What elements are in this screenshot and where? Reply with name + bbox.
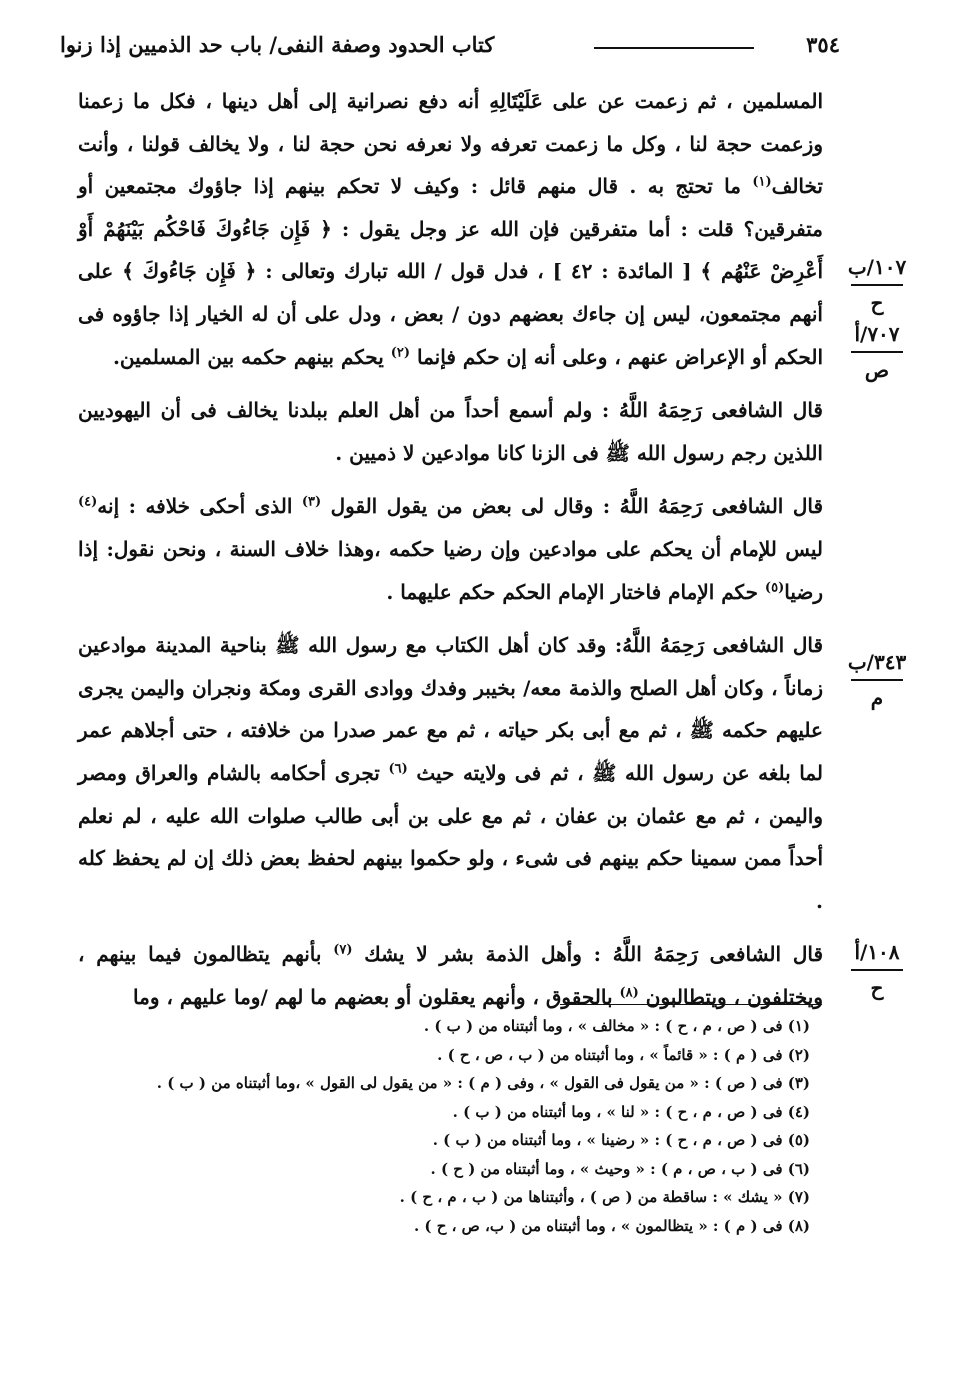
footnotes	[150, 1012, 810, 1240]
paragraph-text: ما تحتج به . قال منهم قائل : وكيف لا تحكم بينهم إذا جاؤوك مجتمعين أو متفرقين؟ قلت : أما متفرقين فإن الله عز وجل يقول :	[78, 174, 823, 241]
footnote: (٢) فى ( م ) : « قائماً » ، وما أثبتناه من ( ب ، ص ، ح ) .	[437, 1045, 810, 1064]
honorific: رَحِمَهُ اللَّهُ	[618, 398, 702, 423]
footnote-marker: (٨)	[619, 985, 639, 1001]
paragraph-5	[78, 933, 823, 1018]
paragraph-2	[78, 389, 823, 474]
folio-rule	[851, 969, 903, 971]
folio-ref: ١٠٨/أ	[854, 940, 900, 964]
manuscript-siglum: م	[870, 686, 884, 710]
paragraph-text: حكم الإمام فاختار الإمام الحكم حكم عليهما .	[386, 579, 765, 604]
paragraph-text: [ المائدة : ٤٢ ] ، فدل قول / الله تبارك وتعالى :	[256, 259, 701, 284]
footnote-marker: (٣)	[301, 494, 322, 510]
margin-folio-note	[842, 650, 912, 710]
manuscript-siglum: ح	[870, 291, 884, 315]
folio-ref: ٣٤٣/ب	[847, 650, 907, 674]
speaker-label: قال الشافعى	[712, 633, 823, 658]
quran-quote: ﴿ فَإِن جَاءُوكَ ﴾	[122, 259, 257, 284]
page-number: ٣٥٤	[806, 32, 840, 57]
footnote-separator	[560, 1004, 822, 1005]
folio-ref: ٧٠٧/أ	[854, 322, 900, 346]
paragraph-text: : وأهل الذمة بشر لا يشك	[352, 942, 613, 967]
paragraph-text: ليس للإمام أن يحكم على موادعين وإن رضيا حكمه ،وهذا خلاف السنة ، ونحن نقول: إذا رضيا	[78, 536, 823, 604]
paragraph-text: : ولم أسمع أحداً من أهل العلم ببلدنا يخالف فى أن اليهوديين اللذين رجم رسول الله ﷺ فى الزنا كانا موادعين لا ذميين .	[78, 398, 823, 465]
paragraph-text: على أنهم مجتمعون، ليس إن جاءك بعضهم دون / بعض ، ودل على أن له الخيار إذا جاؤوه فى الحكم أو الإعراض عنهم ، وعلى أنه إن حكم فإنما	[78, 259, 823, 369]
folio-ref: ١٠٧/ب	[847, 255, 907, 279]
footnote-marker: (٦)	[388, 761, 408, 777]
paragraph-text: : وقد كان أهل الكتاب مع رسول الله ﷺ بناحية المدينة موادعين زماناً ، وكان أهل الصلح والذمة معه/ بخيبر وفدك ووادى القرى ومكة ونجران واليمن يجرى عليهم حكمه ﷺ ، ثم مع أبى بكر حياته ، ثم مع عمر صدرا من خلافته ، حتى أجلاهم عمر لما بلغه عن رسول الله ﷺ ، ثم فى ولايته حيث	[78, 633, 823, 785]
speaker-label: قال الشافعى	[711, 398, 823, 423]
footnote-marker: (٧)	[333, 942, 353, 958]
paragraph-1	[78, 80, 823, 378]
honorific: رَحِمَهُ اللَّهُ	[619, 494, 703, 519]
paragraph-text: الذى أحكى خلافه : إنه	[97, 494, 302, 519]
paragraph-text: المسلمين ، ثم زعمت عن على عَلَيْتَالِهِ أنه دفع نصرانية إلى أهل دينها ، فكل ما زعمنا وزعمت حجة لنا ، وكل ما زعمت تعرفه ولا نعرفه نحن حجة لنا ، ولا يخالف قولنا ، وأنت تخالف	[78, 89, 823, 199]
honorific: رَحِمَهُ اللَّهُ	[622, 633, 705, 658]
footnote-marker: (٥)	[764, 579, 785, 595]
folio-rule	[851, 284, 903, 286]
honorific: رَحِمَهُ اللَّهُ	[612, 942, 698, 967]
footnote: (٧) « يشك » : ساقطة من ( ص ) ، وأثبتناها من ( ب ، م ، ح ) .	[399, 1188, 810, 1206]
running-header	[60, 28, 840, 68]
paragraph-text: : وقال لى بعض من يقول القول	[321, 494, 620, 519]
margin-folio-note	[842, 322, 912, 382]
footnote: (٣) فى ( ص ) : « من يقول فى القول » ، وفى ( م ) : « من يقول لى القول » ،وما أثبتناه من ( ب ) .	[156, 1074, 810, 1092]
header-rule	[594, 47, 754, 49]
paragraph-4	[78, 624, 823, 922]
margin-folio-note	[842, 940, 912, 1000]
paragraph-text: يحكم بينهم حكمه بين المسلمين.	[112, 344, 391, 369]
paragraph-text: بأنهم يتظالمون فيما بينهم ، ويختلفون ، ويتطالبون	[78, 942, 823, 1009]
footnote-marker: (٤)	[78, 494, 98, 510]
running-title: كتاب الحدود وصفة النفى/ باب حد الذميين إذا زنوا	[60, 32, 495, 57]
margin-folio-note	[842, 255, 912, 315]
footnote: (٤) فى ( ص ، م ، ح ) : « لنا » ، وما أثبتناه من ( ب ) .	[452, 1102, 810, 1121]
footnote-marker: (١)	[752, 174, 772, 190]
folio-rule	[851, 679, 903, 681]
paragraph-3	[78, 485, 823, 613]
manuscript-siglum: ح	[870, 976, 884, 1000]
main-text	[78, 80, 823, 1018]
footnote: (٦) فى ( ب ، ص ، م ) : « وحيث » ، وما أثبتناه من ( ح ) .	[430, 1159, 810, 1178]
speaker-label: قال الشافعى	[711, 494, 824, 519]
footnote: (٨) فى ( م ) : « يتظالمون » ، وما أثبتناه من ( ب، ص ، ح ) .	[413, 1216, 810, 1235]
paragraph-text: تجرى أحكامه بالشام والعراق ومصر واليمن ، ثم مع عثمان بن عفان ، ثم مع على بن أبى طالب صلوات الله عليه ، لم نعلم أحداً ممن سمينا حكم بينهم فى شىء ، ولو حكموا بينهم لحفظ بعض ذلك إن لم يحفظ كله .	[78, 760, 823, 913]
footnote-marker: (٢)	[390, 344, 411, 360]
paragraph-text: بالحقوق ، وأنهم يعقلون أو بعضهم ما لهم /وما عليهم ، وما	[133, 984, 620, 1009]
footnote: (٥) فى ( ص ، م ، ح ) : « رضينا » ، وما أثبتناه من ( ب ) .	[432, 1131, 810, 1149]
footnote: (١) فى ( ص ، م ، ح ) : « مخالف » ، وما أثبتناه من ( ب ) .	[423, 1017, 810, 1035]
manuscript-siglum: ص	[864, 358, 890, 382]
folio-rule	[851, 351, 903, 353]
speaker-label: قال الشافعى	[709, 942, 823, 967]
quran-quote: ﴿ فَإِن جَاءُوكَ فَاحْكُم بَيْنَهُمْ أَوْ أَعْرِضْ عَنْهُم ﴾	[78, 216, 824, 284]
